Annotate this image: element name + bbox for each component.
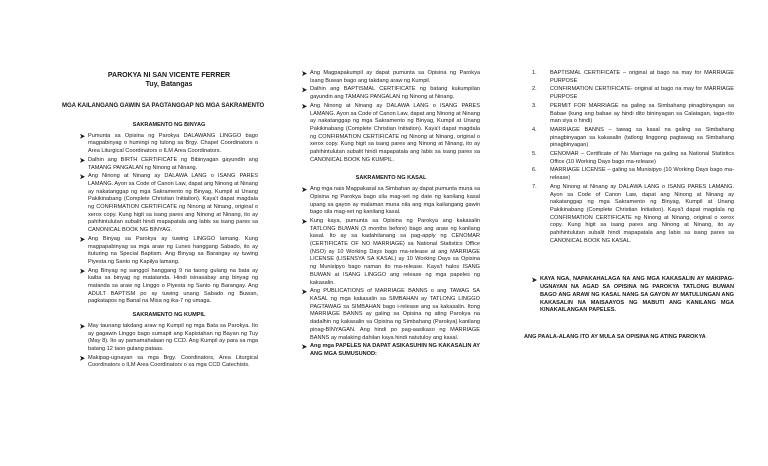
- arrow-bullet-icon: [302, 187, 307, 192]
- requirement-item: 1. BAPTISMAL CERTIFICATE – original at bago na may for MARRIAGE PURPOSE: [532, 70, 734, 84]
- requirement-item: 5. CENOMAR – Certificate of No Marriage na galing sa National Statistics Office (10 Working Days bago ma-release): [532, 151, 734, 165]
- list-item: Ang Ninong at Ninang ay DALAWA LANG o ISANG PARES LAMANG. Ayon sa Code of Canon Law, dapat ang Ninong at Ninang ay nakatanggap ng mga Sakramento ng Binyag, Kumpil at Unang Pakikinabang (Complete Christian Initiation). Kaya't dapat magdala ng CONFIRMATION CERTIFICATE ng Ninong at Ninang, original o xerox copy. Kung higit sa isang pares ang Ninong at Ninang, ito ay pahihintulutan subalit hindi mapapatala ang labis sa isang pares sa CANONICAL BOOK NG KUMPIL.: [302, 103, 480, 165]
- arrow-bullet-icon: [302, 71, 307, 76]
- requirement-item: 6. MARRIAGE LICENSE – galing sa Munisipyo (10 Working Days bago ma-release): [532, 167, 734, 182]
- arrow-bullet-icon: [80, 134, 85, 139]
- list-item: Kung kaya, pumunta sa Opisina ng Parokya ang kakasalin TATLONG BUWAN (3 months before) bago ang araw ng kanilang kasal. Ito ay sa kadahilanang sa pag-apply ng CENOMAR (CERTIFICATE OF NO MARRIAGE) sa National Statistics Office (NSO) ay 10 Working Days bago ma-release at ang MARRIAGE LICENSE (LISENSYA SA KASAL) ay 10 Working Days sa Opisina ng Munisipyo bago naman ito ma-release. Kaya't halos ISANG BUWAN at ISANG LINGGO ang release ng mga papeles ng kakasalin.: [302, 218, 480, 287]
- arrow-bullet-icon: [302, 104, 307, 109]
- list-item: Ang mga nais Magpakasal sa Simbahan ay dapat pumunta muna sa Opisina ng Parokya bago sila mag-set ng date ng kanilang kasal upang sa gayon ay malaman muna nila ang mga kailangang gawin bago sila mag-set ng kanilang kasal.: [302, 186, 480, 217]
- arrow-bullet-icon: [302, 344, 307, 349]
- arrow-bullet-icon: [80, 356, 85, 361]
- list-item: Makipag-ugnayan sa mga Brgy. Coordinators, Area Liturgical Coordinators o ILM Area Coordinators o sa mga CCD Catechists.: [80, 355, 258, 370]
- list-item: Dalhin ang BAPTISMAL CERTIFICATE ng batang kukumpilan gayundin ang TAMANG PANGALAN ng Ninong at Ninang.: [302, 86, 480, 101]
- list-item: Ang mga PAPELES NA DAPAT ASIKASUHIN NG KAKASALIN AY ANG MGA SUMUSUNOD:: [302, 343, 480, 358]
- arrow-bullet-icon: [302, 219, 307, 224]
- requirement-item: 7. Ang Ninong at Ninang ay DALAWA LANG o ISANG PARES LAMANG. Ayon sa Code of Canon Law, dapat ang Ninong at Ninang ay nakatanggap ng mga Sakramento ng Binyag, Kumpil at Unang Pakikinabang (Complete Christian Initiation). Kaya't dapat magdala ng CONFIRMATION CERTIFICATE ng Ninong at Ninang, original o xerox copy. Kung higit sa isang pares ang Ninong at Ninang, ito ay pahihintulutan subalit hindi mapapatala ang labis sa isang pares sa CANONICAL BOOK NG KASAL.: [532, 183, 734, 244]
- list-item: Ang Binyag sa Parokya ay tuwing LINGGO lamang. Kung magpapabinyag sa mga araw ng Lunes hanggang Sabado, ito ay ituturing na Special Baptism. Ang Binyag sa Barangay ay tuwing Piyesta ng Santo ng Kapilya lamang.: [80, 236, 258, 267]
- list-item: Ang Ninong at Ninang ay DALAWA LANG o ISANG PARES LAMANG. Ayon sa Code of Canon Law, dapat ang Ninong at Ninang ay nakatanggap ng mga Sakramento ng Binyag, Kumpil at Unang Pakikinabang (Complete Christian Initiation). Kaya't dapat magdala ng CONFIRMATION CERTIFICATE ng Ninong at Ninang, original o xerox copy. Kung higit sa isang pares ang Ninong at Ninang, ito ay pahihintulutan subalit hindi mapapatala ang labis sa isang pares sa CANONICAL BOOK NG BINYAG.: [80, 173, 258, 235]
- arrow-bullet-icon: [302, 289, 307, 294]
- column-middle: [302, 0, 480, 466]
- parish-title: PAROKYA NI SAN VICENTE FERRER: [107, 72, 231, 79]
- binyag-heading: SAKRAMENTO NG BINYAG: [132, 122, 206, 128]
- parish-place: Tuy, Batangas: [145, 81, 193, 88]
- kasal-heading: SAKRAMENTO NG KASAL: [355, 175, 427, 182]
- column-left: [62, 0, 265, 466]
- kumpil-heading: SAKRAMENTO NG KUMPIL: [132, 312, 206, 319]
- kasal-note: KAYA NGA, NAPAKAHALAGA NA ANG MGA KAKASALIN AY MAKIPAG-UGNAYAN NA AGAD SA OPISINA NG PAROKYA TATLONG BUWAN BAGO ANG ARAW NG KASAL NANG SA GAYON AY MATULUNGAN ANG KAKASALIN NA MAISAAYOS NG MABUTI ANG KANILANG MGA KINAKAILANGAN PAPELES.: [532, 276, 734, 315]
- arrow-bullet-icon: [80, 174, 85, 179]
- arrow-bullet-icon: [302, 87, 307, 92]
- list-item: May taunang takdang araw ng Kumpil ng mga Bata sa Parokya. Ito ay gagawin Linggo bago sumapit ang Kapistahan ng Bayan ng Tuy (May 8). Ito ay pamamahalaan ng CCD. Ang Kumpil ay para sa mga batang 12 taon gulang pataas.: [80, 323, 258, 354]
- list-item: Dalhin ang BIRTH CERTIFICATE ng Bibinyagan gayundin ang TAMANG PANGALAN ng Ninong at Ninang.: [80, 157, 258, 172]
- page-subtitle: MGA KAILANGANG GAWIN SA PAGTANGGAP NG MGA SAKRAMENTO: [62, 103, 265, 109]
- arrow-bullet-icon: [80, 324, 85, 329]
- requirement-item: 3. PERMIT FOR MARRIAGE na galing sa Simbahang pinagbinyagan sa Babae (kung ang babae ay hindi dito bininyagan sa Calatagan, taga-rito man siya o hindi): [532, 102, 734, 125]
- arrow-bullet-icon: [80, 158, 85, 163]
- arrow-bullet-icon: [532, 277, 537, 282]
- list-item: Ang Binyag ng sanggol hanggang 9 na taong gulang na bata ay kaiba sa binyag ng matatanda. Hindi isinasabay ang binyag ng matanda sa araw ng Linggo o Piyesta ng Santo ng Barangay. Ang ADULT BAPTISM po ay tuwing unang Sabado ng Buwan, pagkatapos ng Banal na Misa ng ika-7 ng umaga.: [80, 268, 258, 307]
- list-item: Pumunta sa Opisina ng Parokya DALAWANG LINGGO bago magpabinyag o humingi ng tulong sa Brgy. Chapel Coordinators o Area Liturgical Coordinators o ILM Area Coordinators.: [80, 133, 258, 156]
- requirement-item: 4. MARRIAGE BANNS – tawag sa kasal na galing sa Simbahang pinagbinyagan sa kakasalin (tatlong linggong pagtawag sa Simbahang pinagbinyagan): [532, 126, 734, 149]
- farewell-note: ANG PAALA-ALANG ITO AY MULA SA OPISINA NG ATING PAROKYA: [524, 333, 706, 340]
- requirement-item: 2. CONFIRMATION CERTIFICATE- original at bago na may for MARRIAGE PURPOSE: [532, 86, 734, 101]
- list-item: Ang Magpapakumpil ay dapat pumunta sa Opisina ng Parokya Isang Buwan bago ang takdang araw ng Kumpil.: [302, 70, 480, 85]
- list-item: Ang PUBLICATIONS of MARRIAGE BANNS o ang TAWAG SA KASAL ng mga kakasalin sa SIMBAHAN ay TATLONG LINGGO PAGTAWAG sa SIMBAHAN bago i-release ang sa kakasalin. Itong MARRIAGE BANNS ay galing sa Opisina ng ating Parokya na dadalhin ng kakasalin sa Opisina ng Simbahang (Parokya) kanilang pinag-BINYAGAN. Ang hindi po pag-aasikaso ng MARRIAGE BANNS ay malaking dahilan kaya hindi natutuloy ang kasal.: [302, 288, 480, 342]
- arrow-bullet-icon: [80, 237, 85, 242]
- arrow-bullet-icon: [80, 269, 85, 274]
- column-right: [524, 0, 734, 466]
